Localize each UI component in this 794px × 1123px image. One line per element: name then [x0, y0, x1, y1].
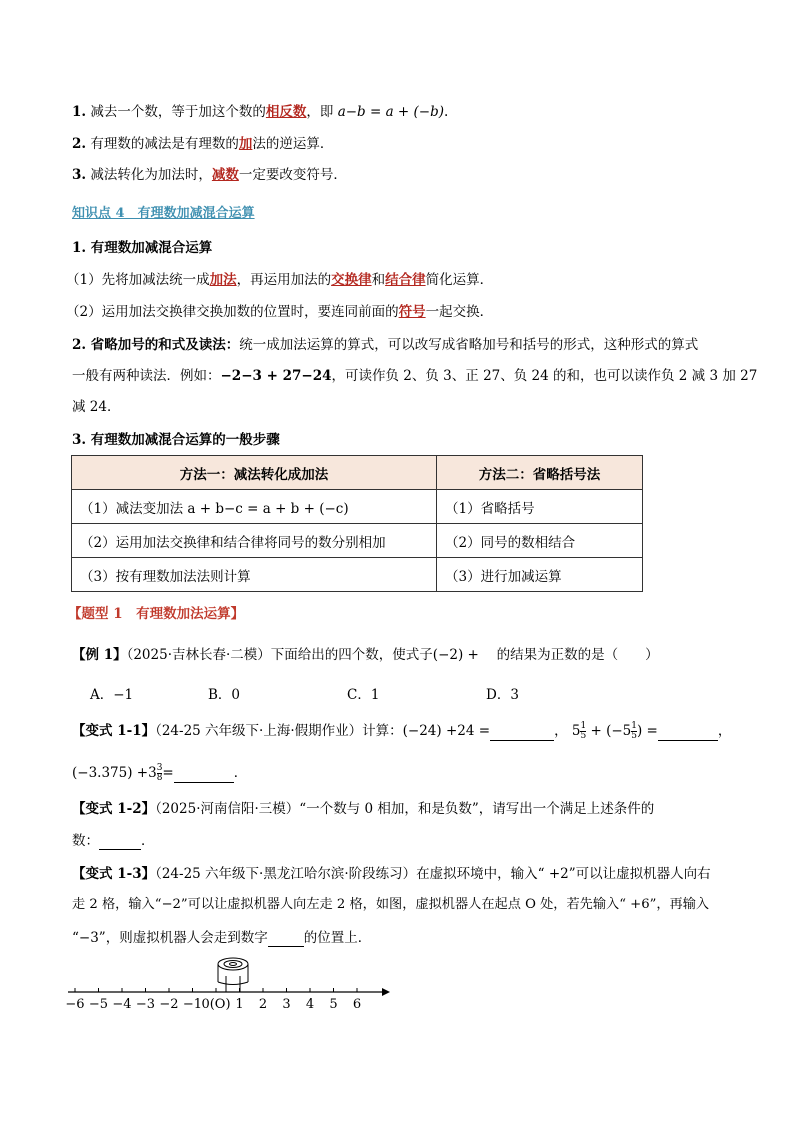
tick-label: 0(O) — [201, 997, 231, 1012]
text: （1）先将加减法统一成 — [66, 272, 210, 288]
question-text: 下面给出的四个数，使式子(−2) + 的结果为正数的是（ ） — [270, 647, 659, 663]
text: 一起交换． — [425, 304, 494, 320]
punctuation: ， — [554, 723, 568, 739]
steps-table — [71, 455, 643, 592]
paragraph-1 — [66, 271, 493, 289]
text: 和 — [371, 272, 386, 288]
rule-item-3 — [72, 166, 347, 184]
text: (−3.375) +3 — [72, 765, 157, 781]
tick-label: −2 — [159, 997, 179, 1012]
question-source: （2025·吉林长春·二模） — [126, 647, 271, 663]
table-row — [72, 558, 643, 592]
option-d[interactable]: D．3 — [486, 687, 519, 703]
question-source: （24-25 六年级下·黑龙江哈尔滨·阶段练习） — [155, 866, 417, 882]
question-type-label: 【题型 1 有理数加法运算】 — [68, 606, 245, 622]
tick-label: 6 — [352, 997, 362, 1012]
numerator: 1 — [631, 721, 637, 731]
variant-1-3-line-2: 走 2 格，输入“−2”可以让虚拟机器人向左走 2 格，如图，虚拟机器人在起点 O 处，若先输入“ +6”，再输入 — [72, 897, 710, 912]
rule-text: 法的逆运算． — [252, 136, 334, 152]
table-cell: （3）按有理数加法法则计算 — [72, 558, 437, 592]
variant-tag: 【变式 1-1】 — [72, 723, 156, 739]
variant-1-3 — [72, 865, 711, 883]
tick-label: −1 — [182, 997, 203, 1012]
highlight-term: 加法 — [209, 272, 237, 288]
tick-label: 5 — [329, 997, 338, 1012]
question-source: （2025·河南信阳·三模） — [155, 801, 300, 817]
text: ，可读作负 2、负 3、正 27、负 24 的和，也可以读作负 2 减 3 加 27 — [331, 368, 758, 384]
rule-item-1 — [72, 103, 448, 121]
knowledge-point-heading — [72, 204, 255, 223]
robot-icon — [218, 958, 248, 992]
option-a[interactable]: A．−1 — [90, 687, 134, 703]
text: 统一成加法运算的算式，可以改写成省略加号和括号的形式，这种形式的算式 — [239, 337, 699, 353]
tick-label: 1 — [235, 997, 244, 1012]
variant-tag: 【变式 1-2】 — [72, 801, 156, 817]
example-tag: 【例 1】 — [72, 647, 127, 663]
tick-label: −4 — [112, 997, 132, 1012]
variant-tag: 【变式 1-3】 — [72, 866, 156, 882]
rule-text: ，即 — [306, 104, 334, 120]
answer-blank[interactable] — [490, 726, 554, 741]
denominator: 5 — [580, 731, 587, 741]
text: 一般有两种读法．例如： — [72, 368, 221, 384]
subheading-2: 2. 省略加号的和式及读法： — [72, 337, 240, 353]
answer-blank[interactable] — [99, 835, 141, 850]
question-text: 计算：(−24) +24 = — [362, 723, 491, 739]
rule-text: 减去一个数，等于加这个数的 — [90, 104, 266, 120]
mixed-number-whole: 5 — [571, 723, 581, 739]
paragraph-3 — [72, 336, 698, 354]
punctuation: ． — [141, 833, 155, 849]
rule-item-2 — [72, 135, 333, 153]
tick-label: −3 — [135, 997, 156, 1012]
highlight-term: 相反数 — [265, 104, 307, 120]
paragraph-2 — [66, 303, 493, 321]
tick-label: 4 — [305, 997, 315, 1012]
text: = — [162, 765, 174, 781]
subheading-3: 3. 有理数加减混合运算的一般步骤 — [72, 432, 280, 448]
table-header-row — [72, 456, 643, 490]
highlight-term: 结合律 — [385, 272, 426, 288]
tick-label: −5 — [88, 997, 109, 1012]
punctuation: ， — [717, 723, 732, 739]
variant-1-2-line-2 — [72, 832, 155, 850]
variant-1-1 — [72, 722, 731, 741]
answer-blank[interactable] — [268, 932, 304, 947]
question-text: “一个数与 0 相加，和是负数”，请写出一个满足上述条件的 — [299, 801, 655, 817]
table-row — [72, 524, 643, 558]
text: ) = — [637, 723, 658, 739]
variant-1-1-line-2 — [72, 764, 247, 783]
rule-text: 有理数的减法是有理数的 — [90, 136, 239, 152]
numerator: 3 — [156, 763, 163, 773]
answer-blank[interactable] — [658, 726, 718, 741]
table-cell: （1）减法变加法 a + b−c = a + b + (−c) — [72, 490, 437, 524]
highlight-term: 交换律 — [331, 272, 372, 288]
table-row — [72, 490, 643, 524]
option-b[interactable]: B．0 — [208, 687, 241, 703]
punctuation: ． — [233, 765, 248, 781]
text: 的位置上． — [303, 930, 372, 946]
denominator: 5 — [631, 731, 637, 741]
axis-arrow — [382, 988, 390, 996]
numerator: 1 — [580, 721, 587, 731]
tick-label: −6 — [65, 997, 85, 1012]
item-number: 1. — [72, 104, 87, 120]
text: 数： — [72, 833, 99, 849]
number-line-figure — [60, 950, 400, 1016]
tick-label: 2 — [258, 997, 268, 1012]
knowledge-point-title: 知识点 4 有理数加减混合运算 — [72, 206, 255, 221]
formula: −2−3 + 27−24 — [220, 368, 332, 384]
number-line-axis — [65, 988, 390, 1012]
question-source: （24-25 六年级下·上海·假期作业） — [155, 723, 363, 739]
highlight-term: 减数 — [211, 167, 239, 183]
rule-text: 一定要改变符号． — [238, 167, 347, 183]
answer-blank[interactable] — [174, 768, 234, 783]
item-number: 3. — [72, 167, 87, 183]
table-cell: （2）运用加法交换律和结合律将同号的数分别相加 — [72, 524, 437, 558]
text: 简化运算． — [425, 272, 494, 288]
variant-1-2 — [72, 800, 654, 818]
table-header: 方法二：省略括号法 — [437, 456, 643, 490]
option-c[interactable]: C．1 — [347, 687, 380, 703]
text: “−3”，则虚拟机器人会走到数字 — [72, 930, 268, 946]
table-cell: （3）进行加减运算 — [437, 558, 643, 592]
operator: + — [586, 723, 607, 739]
punctuation: . — [444, 104, 449, 120]
paragraph-3-line-2 — [72, 367, 757, 385]
variant-1-3-line-3 — [72, 929, 371, 947]
table-cell: （1）省略括号 — [437, 490, 643, 524]
text: （2）运用加法交换律交换加数的位置时，要连同前面的 — [66, 304, 399, 320]
table-cell: （2）同号的数相结合 — [437, 524, 643, 558]
question-text: 在虚拟环境中，输入“ +2”可以让虚拟机器人向右 — [416, 866, 711, 882]
text: (−5 — [606, 723, 632, 739]
table-header: 方法一：减法转化成加法 — [72, 456, 437, 490]
highlight-term: 加 — [238, 136, 253, 152]
subheading-1: 1. 有理数加减混合运算 — [72, 240, 213, 256]
item-number: 2. — [72, 136, 87, 152]
tick-label: 3 — [282, 997, 291, 1012]
denominator: 8 — [156, 773, 163, 783]
rule-text: 减法转化为加法时， — [90, 167, 212, 183]
example-1 — [72, 646, 659, 664]
question-type-heading — [68, 605, 244, 623]
paragraph-3-line-3: 减 24． — [72, 399, 121, 415]
highlight-term: 符号 — [398, 304, 426, 320]
formula: a−b = a + (−b) — [337, 104, 445, 120]
text: ，再运用加法的 — [236, 272, 332, 288]
